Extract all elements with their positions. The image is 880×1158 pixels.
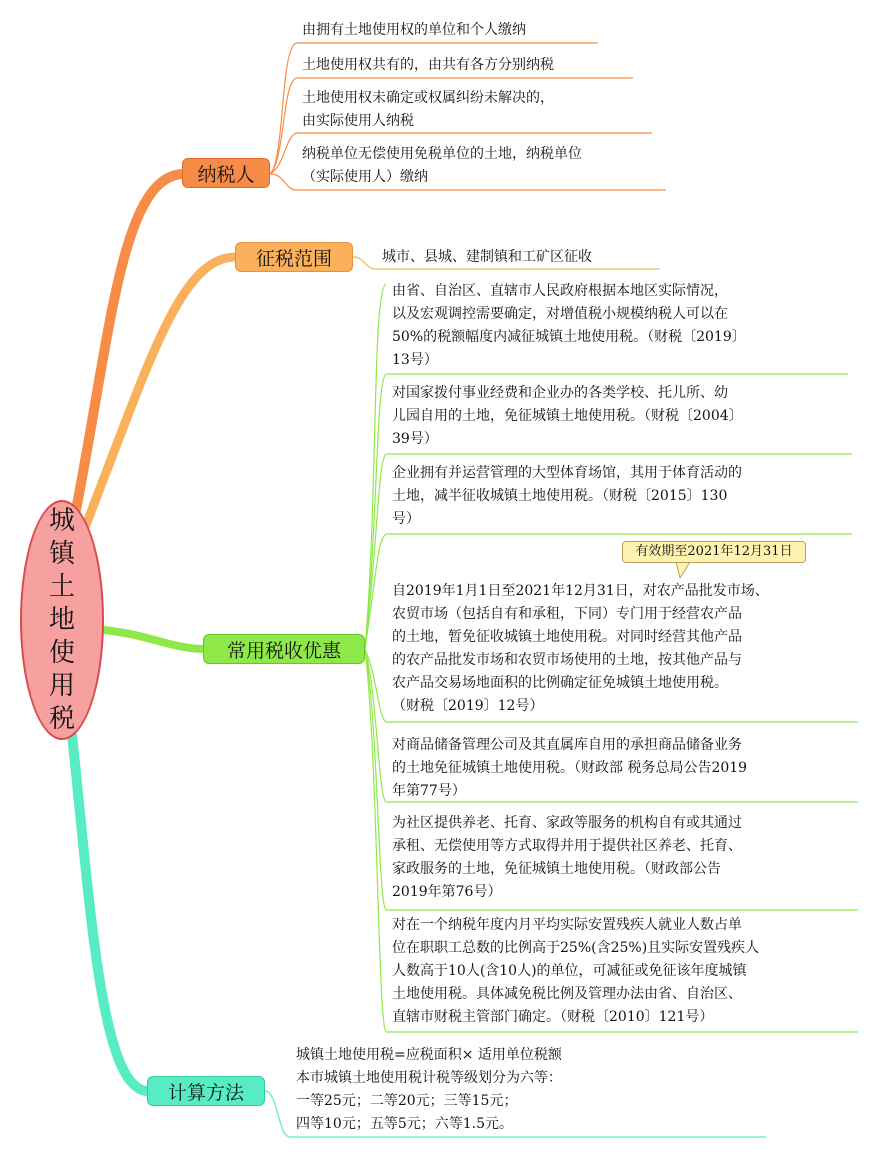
preference-item[interactable]: 由省、自治区、直辖市人民政府根据本地区实际情况， 以及宏观调控需要确定，对增值税小规模纳税人可以在 50%的税额幅度内减征城镇土地使用税。（财税〔2019〕 13号） [392,283,746,368]
scope-item[interactable]: 城市、县城、建制镇和工矿区征收 [382,249,592,265]
preference-item[interactable]: 对国家拨付事业经费和企业办的各类学校、托儿所、幼 儿园自用的土地，免征城镇土地使用税。（财税〔2004〕 39号） [392,385,743,447]
branch-preferences-curve [104,630,203,649]
taxpayer-item[interactable]: 土地使用权未确定或权属纠纷未解决的， 由实际使用人纳税 [302,90,554,129]
topic-calculation-label: 计算方法 [167,1081,244,1104]
preference-item[interactable]: 对在一个纳税年度内月平均实际安置残疾人就业人数占单 位在职职工总数的比例高于25%(含25%)且实际安置残疾人 人数高于10人(含10人)的单位，可减征或免征该年度城镇 土地使用税。具体减免税比例及管理办法由省、自治区、 直辖市财税主管部门确定。（财税〔2010〕121号） [392,917,760,1025]
topic-taxpayer[interactable] [182,158,270,188]
taxpayer-item[interactable]: 土地使用权共有的，由共有各方分别纳税 [302,57,554,73]
branch-taxpayer-curve [74,174,182,520]
preference-item[interactable]: 自2019年1月1日至2021年12月31日，对农产品批发市场、 农贸市场（包括自有和承租，下同）专门用于经营农产品 的土地，暂免征收城镇土地使用税。对同时经营其他产品 的农产品批发市场和农贸市场使用的土地，按其他产品与 农产品交易场地面积的比例确定征免城镇土地使用税。 （财税〔2019〕12号） [392,583,769,714]
topic-preferences-label: 常用税收优惠 [226,639,341,662]
root-topic[interactable] [20,500,104,740]
topic-taxpayer-label: 纳税人 [197,163,255,186]
branch-calculation-curve [72,735,147,1091]
taxpayer-item[interactable]: 由拥有土地使用权的单位和个人缴纳 [302,22,526,38]
topic-preferences[interactable] [203,634,365,664]
callout-pointer [676,562,690,578]
taxpayer-item[interactable]: 纳税单位无偿使用免税单位的土地，纳税单位 （实际使用人）缴纳 [302,146,582,185]
validity-callout[interactable]: 有效期至2021年12月31日 [622,541,806,563]
calculation-item[interactable]: 城镇土地使用税=应税面积× 适用单位税额 本市城镇土地使用税计税等级划分为六等： 一等25元；二等20元；三等15元； 四等10元；五等5元；六等1.5元。 [296,1047,562,1132]
preference-item[interactable]: 企业拥有并运营管理的大型体育场馆，其用于体育活动的 土地，减半征收城镇土地使用税。（财税〔2015〕130 号） [392,465,742,527]
topic-calculation[interactable] [147,1076,265,1106]
branch-scope-curve [84,257,235,530]
root-topic-label: 城镇土地使用税 [48,505,75,734]
topic-scope-label: 征税范围 [255,247,332,270]
topic-scope[interactable] [235,242,353,272]
preference-item[interactable]: 对商品储备管理公司及其直属库自用的承担商品储备业务 的土地免征城镇土地使用税。（财政部 税务总局公告2019 年第77号） [392,737,748,799]
preference-item[interactable]: 为社区提供养老、托育、家政等服务的机构自有或其通过 承租、无偿使用等方式取得并用于提供社区养老、托育、 家政服务的土地，免征城镇土地使用税。（财政部公告 2019年第76号） [392,815,742,900]
